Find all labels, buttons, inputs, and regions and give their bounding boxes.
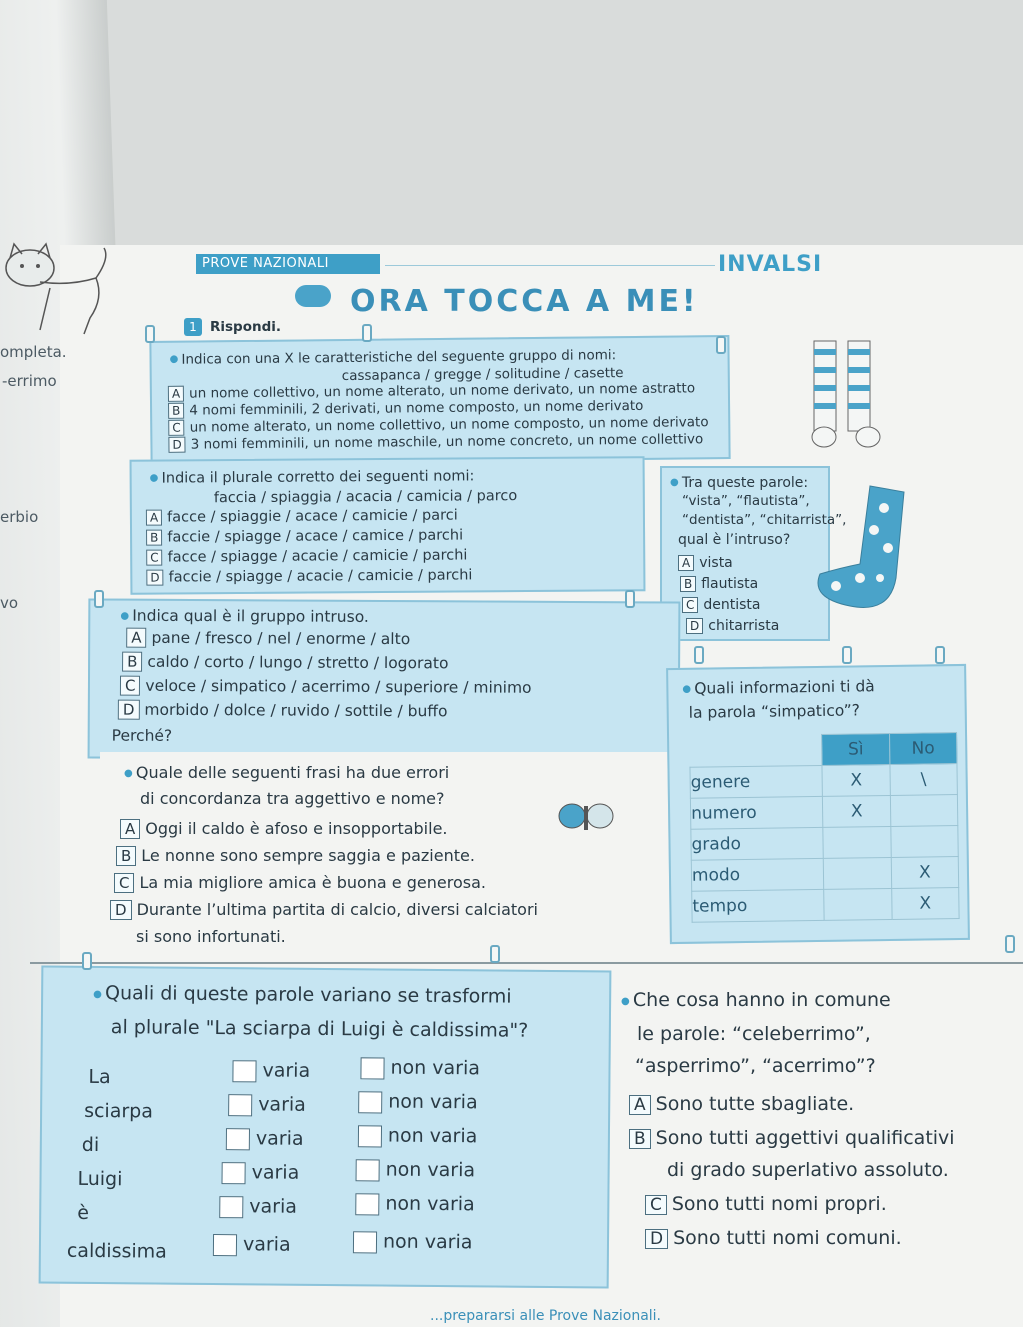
q4-option-c[interactable]: C veloce / simpatico / acerrimo / superiore / minimo: [120, 675, 532, 699]
q7-word: Luigi: [77, 1167, 123, 1191]
no-cell[interactable]: \: [890, 764, 958, 796]
q7-word: sciarpa: [84, 1099, 154, 1123]
q7-non-varia-option[interactable]: non varia: [353, 1228, 473, 1256]
q1-words: cassapanca / gregge / solitudine / casette: [341, 365, 624, 385]
clothespin-icon: [94, 590, 104, 608]
q7-word: caldissima: [66, 1239, 167, 1263]
no-cell[interactable]: X: [891, 888, 959, 920]
prove-nazionali-banner: PROVE NAZIONALI: [196, 254, 380, 274]
q8-prompt-line3: “asperrimo”, “acerrimo”?: [635, 1055, 876, 1077]
q7-varia-option[interactable]: varia: [226, 1125, 304, 1153]
q1-option-b[interactable]: B 4 nomi femminili, 2 derivati, un nome composto, un nome derivato: [168, 398, 643, 420]
row-label: tempo: [692, 889, 825, 922]
q7-prompt-line2: al plurale "La sciarpa di Luigi è caldissima"?: [110, 1016, 529, 1042]
cloud-icon: [295, 285, 331, 307]
q3-option-c[interactable]: C dentista: [682, 597, 761, 614]
q8-option-b[interactable]: B Sono tutti aggettivi qualificativi: [629, 1125, 955, 1152]
q7-varia-option[interactable]: varia: [213, 1231, 291, 1259]
q6-option-c[interactable]: C La mia migliore amica è buona e generosa.: [114, 872, 486, 894]
page-title: ORA TOCCA A ME!: [350, 284, 699, 319]
q7-word: La: [88, 1065, 111, 1089]
butterfly-icon: [556, 798, 616, 838]
q7-non-varia-option[interactable]: non varia: [360, 1054, 480, 1082]
q8-prompt-line2: le parole: “celeberrimo”,: [637, 1023, 871, 1045]
exercise-instruction: Rispondi.: [210, 319, 282, 335]
q4-why: Perché?: [111, 726, 173, 745]
striped-socks-icon: [808, 335, 888, 455]
polka-dot-sock-icon: [800, 478, 910, 618]
q7-word: è: [77, 1201, 90, 1224]
q4-option-b[interactable]: B caldo / corto / lungo / stretto / logorato: [122, 651, 448, 675]
q7-varia-option[interactable]: varia: [232, 1057, 310, 1085]
q7-prompt: ● Quali di queste parole variano se trasformi: [93, 980, 512, 1012]
table-row: [691, 857, 958, 892]
no-cell[interactable]: [890, 795, 958, 827]
q3-prompt-line3: “dentista”, “chitarrista”,: [682, 512, 847, 528]
row-label: genere: [690, 765, 823, 798]
clothespin-icon: [490, 945, 500, 963]
q3-prompt-line2: “vista”, “flautista”,: [682, 493, 810, 509]
margin-word: erbio: [0, 508, 39, 526]
q2-words: faccia / spiaggia / acacia / camicia / parco: [213, 488, 518, 507]
clothespin-icon: [842, 646, 852, 664]
no-cell[interactable]: X: [891, 857, 959, 889]
q6-option-d[interactable]: D Durante l’ultima partita di calcio, diversi calciatori: [110, 899, 538, 921]
table-row: [690, 795, 957, 830]
clothesline: [30, 962, 1023, 964]
q5-info-table: [689, 732, 960, 923]
q7-word: di: [81, 1133, 100, 1157]
q6-prompt-line2: di concordanza tra aggettivo e nome?: [140, 789, 445, 808]
q6-option-b[interactable]: B Le nonne sono sempre saggia e paziente.: [116, 845, 475, 867]
footer-text: ...prepararsi alle Prove Nazionali.: [430, 1308, 662, 1324]
q8-option-b-continuation: di grado superlativo assoluto.: [667, 1159, 949, 1181]
q5-prompt: ● Quali informazioni ti dà: [682, 675, 875, 701]
yes-cell[interactable]: [824, 857, 892, 889]
q3-option-d[interactable]: D chitarrista: [686, 618, 779, 635]
q8-option-a[interactable]: A Sono tutte sbagliate.: [629, 1091, 854, 1118]
q3-prompt-line4: qual è l’intruso?: [678, 532, 791, 548]
q1-option-a[interactable]: A un nome collettivo, un nome alterato, un nome derivato, un nome astratto: [168, 380, 695, 403]
question-card-7: [39, 966, 612, 1289]
col-no-header: No: [889, 733, 957, 765]
clothespin-icon: [694, 646, 704, 664]
clothespin-icon: [82, 952, 92, 970]
margin-word: ompleta.: [0, 343, 67, 361]
clothespin-icon: [716, 336, 726, 354]
row-label: modo: [691, 858, 824, 891]
q1-option-c[interactable]: C un nome alterato, un nome collettivo, un nome composto, un nome derivato: [168, 414, 708, 437]
table-row: [692, 888, 959, 923]
q2-option-a[interactable]: A facce / spiaggie / acace / camicie / parci: [146, 508, 458, 527]
invalsi-logo: INVALSI: [718, 252, 823, 277]
col-yes-header: Sì: [822, 733, 890, 765]
question-card-4: [88, 598, 681, 761]
q7-non-varia-option[interactable]: non varia: [355, 1190, 475, 1218]
q5-prompt-line2: la parola “simpatico”?: [688, 701, 861, 722]
row-label: grado: [691, 827, 824, 860]
row-label: numero: [690, 796, 823, 829]
margin-word: vo: [0, 594, 19, 612]
table-row: [691, 826, 958, 861]
q4-option-d[interactable]: D morbido / dolce / ruvido / sottile / buffo: [118, 699, 448, 723]
q3-option-a[interactable]: A vista: [678, 555, 733, 572]
q8-prompt: ● Che cosa hanno in comune: [621, 987, 891, 1015]
table-row: [690, 764, 957, 799]
q2-option-b[interactable]: B faccie / spiagge / acace / camice / parchi: [146, 527, 463, 546]
question-8: [615, 985, 1015, 1255]
q7-non-varia-option[interactable]: non varia: [358, 1122, 478, 1150]
q2-option-c[interactable]: C facce / spiagge / acacie / camicie / parchi: [146, 547, 467, 566]
clothespin-icon: [935, 646, 945, 664]
clothespin-icon: [362, 324, 372, 342]
yes-cell[interactable]: [823, 826, 891, 858]
q6-option-a[interactable]: A Oggi il caldo è afoso e insopportabile.: [120, 818, 448, 840]
question-card-2: [130, 456, 646, 595]
yes-cell[interactable]: X: [823, 795, 891, 827]
yes-cell[interactable]: X: [822, 764, 890, 796]
q7-non-varia-option[interactable]: non varia: [358, 1088, 478, 1116]
q8-option-d[interactable]: D Sono tutti nomi comuni.: [645, 1225, 902, 1252]
q8-option-c[interactable]: C Sono tutti nomi propri.: [645, 1191, 887, 1218]
q3-option-b[interactable]: B flautista: [680, 576, 758, 593]
question-card-5: [666, 664, 970, 944]
exercise-number: 1: [184, 318, 202, 336]
q4-prompt: ● Indica qual è il gruppo intruso.: [120, 605, 369, 629]
q4-option-a[interactable]: A pane / fresco / nel / enorme / alto: [126, 627, 410, 650]
margin-word: -errimo: [2, 372, 57, 390]
q7-varia-option[interactable]: varia: [221, 1159, 299, 1187]
q6-option-d-continuation: si sono infortunati.: [136, 927, 286, 946]
q1-prompt: ● Indica con una X le caratteristiche del seguente gruppo di nomi:: [169, 346, 616, 369]
question-card-6: [100, 752, 675, 952]
q6-prompt: ● Quale delle seguenti frasi ha due errori: [124, 762, 449, 785]
no-cell[interactable]: [891, 826, 959, 858]
clothespin-icon: [145, 325, 155, 343]
q3-prompt: ● Tra queste parole:: [670, 474, 808, 492]
yes-cell[interactable]: [824, 888, 892, 920]
q2-prompt: ● Indica il plurale corretto dei seguenti nomi:: [150, 467, 475, 487]
clothespin-icon: [1005, 935, 1015, 953]
q7-varia-option[interactable]: varia: [228, 1091, 306, 1119]
q7-non-varia-option[interactable]: non varia: [356, 1156, 476, 1184]
q2-option-d[interactable]: D faccie / spiagge / acacie / camicie / parchi: [146, 567, 472, 586]
q7-varia-option[interactable]: varia: [219, 1193, 297, 1221]
clothespin-icon: [625, 590, 635, 608]
header-rule: [385, 265, 715, 266]
cat-illustration-icon: [0, 238, 120, 338]
q1-option-d[interactable]: D 3 nomi femminili, un nome maschile, un nome concreto, un nome collettivo: [168, 431, 703, 454]
question-card-1: [149, 335, 730, 465]
